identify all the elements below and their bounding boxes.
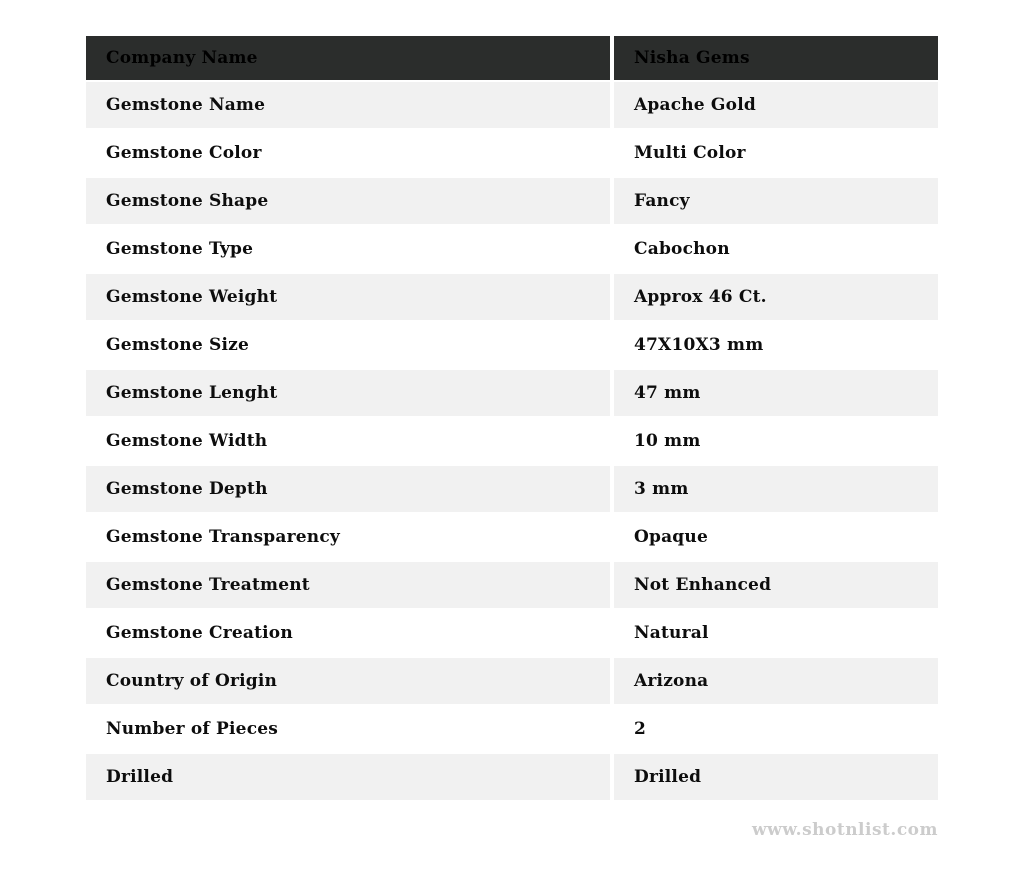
table-row: [86, 322, 938, 370]
table-row: [86, 610, 938, 658]
row-label: Gemstone Depth: [86, 466, 610, 514]
row-label: Gemstone Name: [86, 82, 610, 130]
row-label: Gemstone Weight: [86, 274, 610, 322]
table-row: [86, 274, 938, 322]
row-label: Gemstone Transparency: [86, 514, 610, 562]
row-value: Arizona: [610, 658, 938, 706]
row-value: 10 mm: [610, 418, 938, 466]
row-label: Gemstone Shape: [86, 178, 610, 226]
row-label: Gemstone Width: [86, 418, 610, 466]
table-row: [86, 82, 938, 130]
table-header-row: [86, 36, 938, 82]
row-value: Multi Color: [610, 130, 938, 178]
row-label: Drilled: [86, 754, 610, 802]
row-value: Opaque: [610, 514, 938, 562]
row-label: Gemstone Creation: [86, 610, 610, 658]
row-value: Not Enhanced: [610, 562, 938, 610]
header-cell-company-name: Company Name: [86, 36, 610, 82]
table-row: [86, 418, 938, 466]
row-value: 2: [610, 706, 938, 754]
row-label: Number of Pieces: [86, 706, 610, 754]
row-label: Country of Origin: [86, 658, 610, 706]
table-row: [86, 706, 938, 754]
table-row: [86, 562, 938, 610]
gemstone-spec-table: [86, 36, 938, 802]
row-value: Natural: [610, 610, 938, 658]
row-label: Gemstone Lenght: [86, 370, 610, 418]
table-row: [86, 514, 938, 562]
table-row: [86, 370, 938, 418]
table-row: [86, 178, 938, 226]
row-label: Gemstone Size: [86, 322, 610, 370]
row-value: Fancy: [610, 178, 938, 226]
row-value: Apache Gold: [610, 82, 938, 130]
row-value: Drilled: [610, 754, 938, 802]
gemstone-spec-card: [86, 36, 938, 840]
table-row: [86, 130, 938, 178]
row-value: 47 mm: [610, 370, 938, 418]
row-value: 3 mm: [610, 466, 938, 514]
table-row: [86, 754, 938, 802]
table-row: [86, 466, 938, 514]
row-label: Gemstone Type: [86, 226, 610, 274]
table-row: [86, 658, 938, 706]
table-row: [86, 226, 938, 274]
header-cell-company-value: Nisha Gems: [610, 36, 938, 82]
table-body: [86, 82, 938, 802]
row-value: Approx 46 Ct.: [610, 274, 938, 322]
row-label: Gemstone Color: [86, 130, 610, 178]
watermark-text: www.shotnlist.com: [751, 820, 938, 840]
row-value: Cabochon: [610, 226, 938, 274]
row-label: Gemstone Treatment: [86, 562, 610, 610]
row-value: 47X10X3 mm: [610, 322, 938, 370]
